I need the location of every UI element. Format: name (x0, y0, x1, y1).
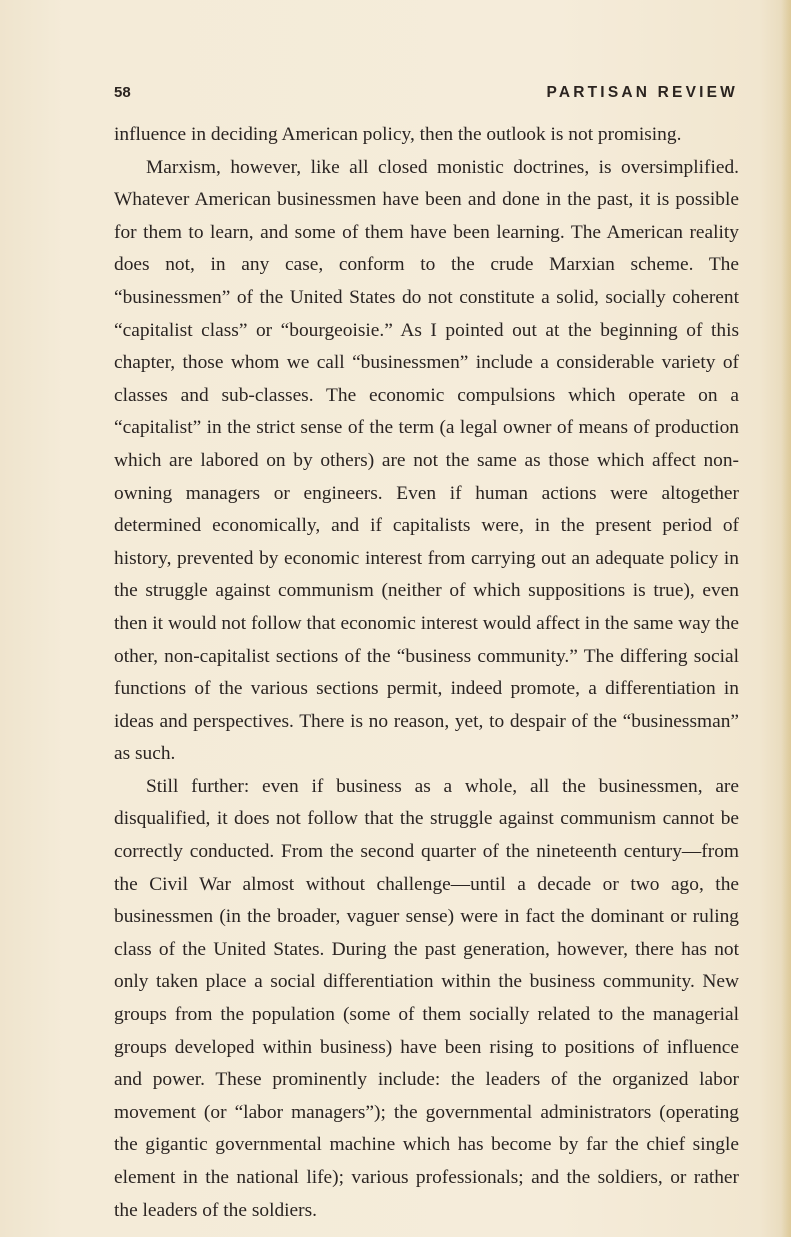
running-title: PARTISAN REVIEW (546, 84, 738, 101)
page-edge-shadow (781, 0, 791, 1237)
body-text (114, 119, 739, 1227)
paragraph-continued: influence in deciding American policy, then the outlook is not promising. (114, 124, 682, 145)
page-number: 58 (114, 84, 131, 101)
paragraph-marxism: Marxism, however, like all closed monistic doctrines, is oversimplified. Whatever American businessmen have been and done in the past, it is possible for them to learn, and some of them have been learning. The American reality does not, in any case, conform to the crude Marxian scheme. The “businessmen” of the United States do not constitute a solid, socially coherent “capitalist class” or “bourgeoisie.” As I pointed out at the beginning of this chapter, those whom we call “businessmen” include a considerable variety of classes and sub-classes. The economic compulsions which operate on a “capitalist” in the strict sense of the term (a legal owner of means of production which are labored on by others) are not the same as those which affect non-owning managers or engineers. Even if human actions were altogether determined economically, and if capitalists were, in the present period of history, prevented by economic interest from carrying out an adequate policy in the struggle against communism (neither of which suppositions is true), even then it would not follow that economic interest would affect in the same way the other, non-capitalist sections of the “business community.” The differing social functions of the various sections permit, indeed promote, a differentiation in ideas and perspectives. There is no reason, yet, to despair of the “businessman” as such. (114, 156, 739, 765)
running-header (114, 84, 738, 106)
paragraph-still-further: Still further: even if business as a whole, all the businessmen, are disqualified, it does not follow that the struggle against communism cannot be correctly conducted. From the second quarter of the nineteenth century—from the Civil War almost without challenge—until a decade or two ago, the businessmen (in the broader, vaguer sense) were in fact the dominant or ruling class of the United States. During the past generation, however, there has not only taken place a social differentiation within the business community. New groups from the population (some of them socially related to the managerial groups developed within business) have been rising to positions of influence and power. These prominently include: the leaders of the organized labor movement (or “labor managers”); the governmental administrators (operating the gigantic governmental machine which has become by far the chief single element in the national life); various professionals; and the soldiers, or rather the leaders of the soldiers. (114, 775, 739, 1221)
